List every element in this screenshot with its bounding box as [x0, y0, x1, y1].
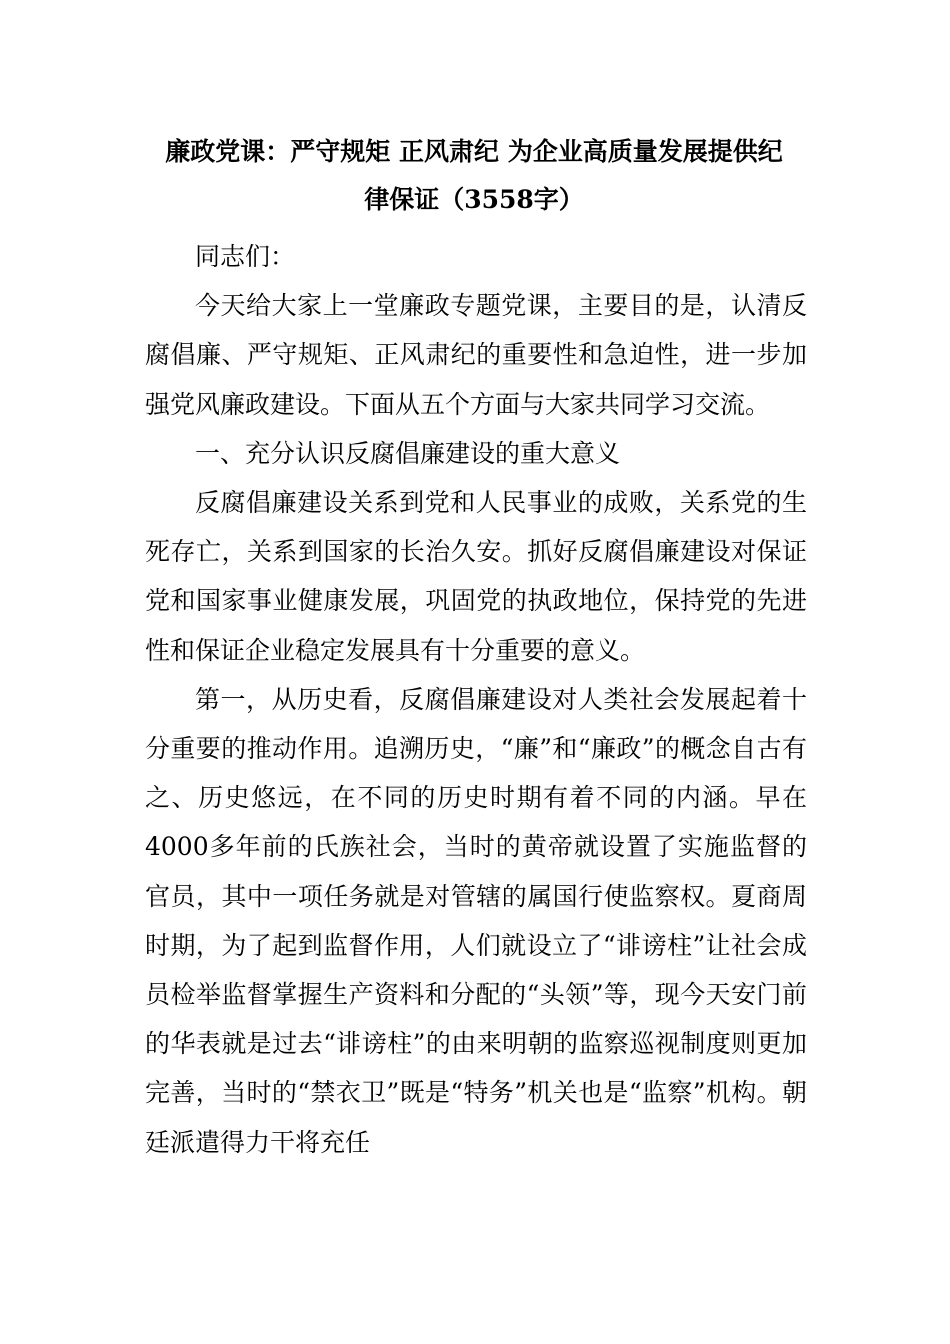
document-title-line-1: 廉政党课：严守规矩 正风肃纪 为企业高质量发展提供纪: [165, 137, 783, 166]
paragraph-significance: 反腐倡廉建设关系到党和人民事业的成败，关系党的生死存亡，关系到国家的长治久安。抓好反腐倡廉建设对保证党和国家事业健康发展，巩固党的执政地位，保持党的先进性和保证企业稳定发展具有十分重要的意义。: [145, 488, 807, 665]
salutation: 同志们：: [195, 242, 296, 271]
paragraph-intro: 今天给大家上一堂廉政专题党课，主要目的是，认清反腐倡廉、严守规矩、正风肃纪的重要性和急迫性，进一步加强党风廉政建设。下面从五个方面与大家共同学习交流。: [145, 291, 807, 419]
document-title-line-2: 律保证（3558字）: [364, 185, 584, 214]
paragraph-history: 第一，从历史看，反腐倡廉建设对人类社会发展起着十分重要的推动作用。追溯历史，“廉”和“廉政”的概念自古有之、历史悠远，在不同的历史时期有着不同的内涵。早在4000多年前的氏族社会，当时的黄帝就设置了实施监督的官员，其中一项任务就是对管辖的属国行使监察权。夏商周时期，为了起到监督作用，人们就设立了“诽谤柱”让社会成员检举监督掌握生产资料和分配的“头领”等，现今天安门前的华表就是过去“诽谤柱”的由来明朝的监察巡视制度则更加完善，当时的“禁衣卫”既是“特务”机关也是“监察”机构。朝廷派遣得力干将充任: [145, 684, 807, 1157]
section-heading-1: 一、充分认识反腐倡廉建设的重大意义: [195, 438, 621, 468]
document-body: [145, 232, 807, 1167]
